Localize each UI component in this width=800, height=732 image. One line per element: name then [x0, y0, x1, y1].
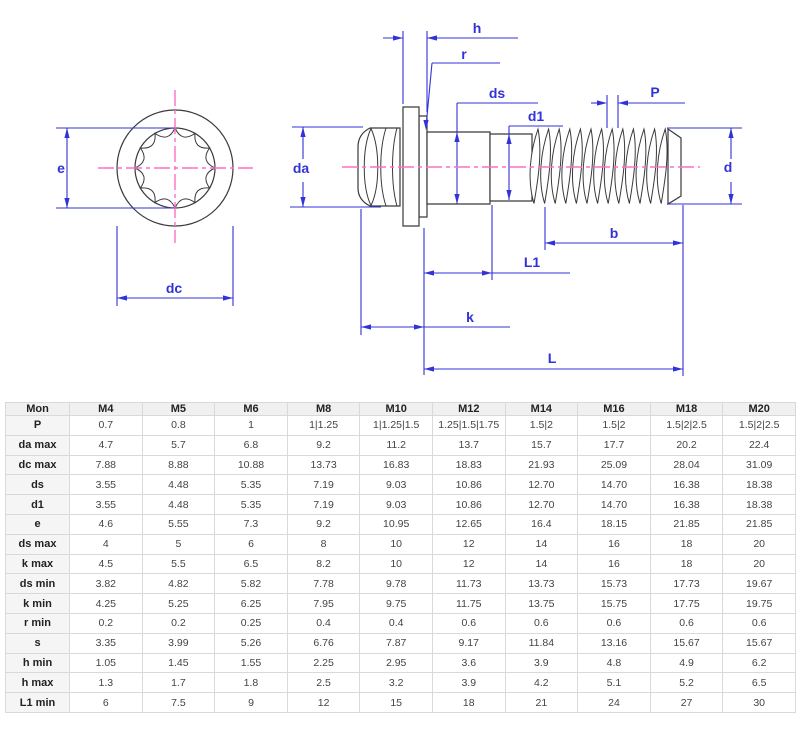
table-cell: 20: [723, 554, 796, 574]
table-row: [6, 475, 796, 495]
table-cell: 19.67: [723, 574, 796, 594]
table-cell: 6.5: [723, 673, 796, 693]
table-cell: 18.38: [723, 475, 796, 495]
thread-profile: [530, 129, 667, 204]
table-cell: 1: [215, 416, 288, 436]
table-cell: 16.83: [360, 455, 433, 475]
table-column-header: M16: [578, 403, 651, 416]
table-row-label: L1 min: [6, 693, 70, 713]
table-row: [6, 514, 796, 534]
table-cell: 30: [723, 693, 796, 713]
table-cell: 0.6: [432, 613, 505, 633]
table-cell: 10: [360, 534, 433, 554]
table-cell: 3.82: [70, 574, 143, 594]
table-cell: 19.75: [723, 594, 796, 614]
table-column-header: M18: [650, 403, 723, 416]
table-row-label: P: [6, 416, 70, 436]
table-cell: 16.38: [650, 475, 723, 495]
table-row: [6, 574, 796, 594]
table-cell: 0.2: [70, 613, 143, 633]
table-cell: 9: [215, 693, 288, 713]
table-cell: 0.6: [578, 613, 651, 633]
dim-label-dc: dc: [165, 280, 183, 296]
dim-label-d1: d1: [527, 108, 545, 124]
table-cell: 12: [432, 534, 505, 554]
table-row: [6, 416, 796, 436]
table-row-label: k max: [6, 554, 70, 574]
table-cell: 15: [360, 693, 433, 713]
table-column-header: M14: [505, 403, 578, 416]
table-cell: 0.6: [723, 613, 796, 633]
table-row: [6, 435, 796, 455]
table-header-row: [6, 403, 796, 416]
table-cell: 18.83: [432, 455, 505, 475]
table-row: [6, 633, 796, 653]
table-cell: 4.5: [70, 554, 143, 574]
table-cell: 4.6: [70, 514, 143, 534]
table-cell: 1.5|2: [578, 416, 651, 436]
dim-label-b: b: [609, 225, 619, 241]
table-cell: 1.5|2|2.5: [650, 416, 723, 436]
table-column-header: M10: [360, 403, 433, 416]
table-cell: 1|1.25|1.5: [360, 416, 433, 436]
table-cell: 2.25: [287, 653, 360, 673]
table-cell: 9.2: [287, 435, 360, 455]
table-cell: 13.75: [505, 594, 578, 614]
table-cell: 1.3: [70, 673, 143, 693]
dim-label-r: r: [461, 46, 467, 62]
table-cell: 16: [578, 554, 651, 574]
table-cell: 9.17: [432, 633, 505, 653]
table-cell: 1.05: [70, 653, 143, 673]
table-column-header: M20: [723, 403, 796, 416]
table-row: [6, 653, 796, 673]
table-cell: 1.25|1.5|1.75: [432, 416, 505, 436]
table-cell: 4.2: [505, 673, 578, 693]
table-row-label: da max: [6, 435, 70, 455]
table-cell: 0.8: [142, 416, 215, 436]
table-cell: 7.95: [287, 594, 360, 614]
table-cell: 12: [287, 693, 360, 713]
table-cell: 1.5|2: [505, 416, 578, 436]
table-row-label: ds: [6, 475, 70, 495]
table-cell: 9.75: [360, 594, 433, 614]
table-cell: 14: [505, 534, 578, 554]
table-cell: 7.19: [287, 495, 360, 515]
table-cell: 10.86: [432, 475, 505, 495]
table-cell: 13.16: [578, 633, 651, 653]
table-cell: 10.88: [215, 455, 288, 475]
table-cell: 5.25: [142, 594, 215, 614]
table-cell: 7.19: [287, 475, 360, 495]
table-cell: 12.65: [432, 514, 505, 534]
table-cell: 21.93: [505, 455, 578, 475]
table-cell: 18: [432, 693, 505, 713]
table-cell: 6.2: [723, 653, 796, 673]
table-cell: 28.04: [650, 455, 723, 475]
table-row: [6, 673, 796, 693]
table-cell: 8: [287, 534, 360, 554]
table-cell: 4.25: [70, 594, 143, 614]
table-row: [6, 534, 796, 554]
table-row-label: d1: [6, 495, 70, 515]
table-cell: 6.5: [215, 554, 288, 574]
table-cell: 13.73: [287, 455, 360, 475]
table-cell: 18: [650, 534, 723, 554]
table-column-header: M5: [142, 403, 215, 416]
table-cell: 1|1.25: [287, 416, 360, 436]
table-cell: 5: [142, 534, 215, 554]
table-row: [6, 594, 796, 614]
table-cell: 15.73: [578, 574, 651, 594]
table-row-label: e: [6, 514, 70, 534]
table-cell: 5.35: [215, 495, 288, 515]
table-cell: 15.7: [505, 435, 578, 455]
dim-label-l1: L1: [523, 254, 541, 270]
table-cell: 9.03: [360, 475, 433, 495]
table-cell: 17.7: [578, 435, 651, 455]
table-cell: 7.5: [142, 693, 215, 713]
table-cell: 0.25: [215, 613, 288, 633]
table-cell: 3.55: [70, 495, 143, 515]
table-cell: 3.9: [432, 673, 505, 693]
table-cell: 31.09: [723, 455, 796, 475]
table-cell: 12: [432, 554, 505, 574]
table-cell: 0.7: [70, 416, 143, 436]
dim-label-l: L: [547, 350, 557, 366]
table-cell: 3.99: [142, 633, 215, 653]
table-row: [6, 455, 796, 475]
shank: [427, 132, 490, 204]
table-row-label: h max: [6, 673, 70, 693]
table-cell: 14.70: [578, 475, 651, 495]
table-cell: 5.1: [578, 673, 651, 693]
table-cell: 1.7: [142, 673, 215, 693]
table-cell: 3.2: [360, 673, 433, 693]
table-cell: 6.25: [215, 594, 288, 614]
table-cell: 4.48: [142, 495, 215, 515]
table-cell: 10.95: [360, 514, 433, 534]
table-cell: 5.55: [142, 514, 215, 534]
table-cell: 5.26: [215, 633, 288, 653]
table-cell: 1.8: [215, 673, 288, 693]
table-cell: 12.70: [505, 495, 578, 515]
table-cell: 13.73: [505, 574, 578, 594]
table-cell: 6: [70, 693, 143, 713]
table-cell: 20.2: [650, 435, 723, 455]
table-cell: 1.45: [142, 653, 215, 673]
table-cell: 2.95: [360, 653, 433, 673]
table-row-label: ds max: [6, 534, 70, 554]
table-cell: 22.4: [723, 435, 796, 455]
table-cell: 15.67: [723, 633, 796, 653]
table-row-label: k min: [6, 594, 70, 614]
table-corner-header: Mon: [6, 403, 70, 416]
table-cell: 21.85: [723, 514, 796, 534]
table-cell: 7.88: [70, 455, 143, 475]
table-cell: 27: [650, 693, 723, 713]
table-row-label: h min: [6, 653, 70, 673]
table-row: [6, 613, 796, 633]
table-cell: 3.9: [505, 653, 578, 673]
table-cell: 2.5: [287, 673, 360, 693]
table-cell: 16.4: [505, 514, 578, 534]
table-cell: 0.4: [287, 613, 360, 633]
table-row-label: dc max: [6, 455, 70, 475]
table-cell: 6.76: [287, 633, 360, 653]
table-column-header: M6: [215, 403, 288, 416]
table-row: [6, 495, 796, 515]
table-cell: 0.4: [360, 613, 433, 633]
table-cell: 5.35: [215, 475, 288, 495]
table-cell: 17.75: [650, 594, 723, 614]
table-cell: 11.73: [432, 574, 505, 594]
table-cell: 1.5|2|2.5: [723, 416, 796, 436]
table-cell: 4.9: [650, 653, 723, 673]
table-cell: 25.09: [578, 455, 651, 475]
table-cell: 9.78: [360, 574, 433, 594]
table-cell: 13.7: [432, 435, 505, 455]
table-cell: 8.88: [142, 455, 215, 475]
table-cell: 11.75: [432, 594, 505, 614]
table-cell: 18.15: [578, 514, 651, 534]
table-cell: 24: [578, 693, 651, 713]
table-cell: 0.6: [505, 613, 578, 633]
table-cell: 17.73: [650, 574, 723, 594]
table-cell: 3.55: [70, 475, 143, 495]
spec-table-section: [5, 402, 796, 713]
table-cell: 7.87: [360, 633, 433, 653]
table-cell: 4.8: [578, 653, 651, 673]
dim-label-d: d: [723, 159, 733, 175]
table-cell: 20: [723, 534, 796, 554]
table-cell: 10: [360, 554, 433, 574]
table-cell: 5.2: [650, 673, 723, 693]
table-cell: 9.03: [360, 495, 433, 515]
table-cell: 12.70: [505, 475, 578, 495]
dim-label-e: e: [57, 160, 65, 176]
table-cell: 4.48: [142, 475, 215, 495]
table-cell: 4: [70, 534, 143, 554]
table-row-label: ds min: [6, 574, 70, 594]
table-cell: 21: [505, 693, 578, 713]
table-cell: 21.85: [650, 514, 723, 534]
dim-label-k: k: [466, 309, 474, 325]
table-row-label: r min: [6, 613, 70, 633]
table-cell: 11.84: [505, 633, 578, 653]
dim-label-p: P: [650, 84, 660, 100]
table-cell: 7.3: [215, 514, 288, 534]
table-cell: 6.8: [215, 435, 288, 455]
table-cell: 4.82: [142, 574, 215, 594]
table-row-label: s: [6, 633, 70, 653]
table-cell: 9.2: [287, 514, 360, 534]
table-column-header: M4: [70, 403, 143, 416]
table-cell: 5.7: [142, 435, 215, 455]
dim-label-da: da: [292, 160, 310, 176]
table-cell: 5.5: [142, 554, 215, 574]
table-cell: 5.82: [215, 574, 288, 594]
table-cell: 10.86: [432, 495, 505, 515]
dim-label-ds: ds: [488, 85, 506, 101]
table-cell: 4.7: [70, 435, 143, 455]
table-cell: 11.2: [360, 435, 433, 455]
centerlines: [98, 90, 700, 243]
table-cell: 1.55: [215, 653, 288, 673]
table-cell: 7.78: [287, 574, 360, 594]
table-cell: 0.2: [142, 613, 215, 633]
table-cell: 3.6: [432, 653, 505, 673]
table-cell: 0.6: [650, 613, 723, 633]
table-cell: 3.35: [70, 633, 143, 653]
table-cell: 18: [650, 554, 723, 574]
spec-table: [5, 402, 796, 713]
table-cell: 14: [505, 554, 578, 574]
table-cell: 8.2: [287, 554, 360, 574]
dim-label-h: h: [472, 20, 482, 36]
table-column-header: M8: [287, 403, 360, 416]
table-row: [6, 693, 796, 713]
table-row: [6, 554, 796, 574]
table-cell: 14.70: [578, 495, 651, 515]
table-cell: 16: [578, 534, 651, 554]
table-cell: 18.38: [723, 495, 796, 515]
table-cell: 6: [215, 534, 288, 554]
table-cell: 15.75: [578, 594, 651, 614]
table-cell: 16.38: [650, 495, 723, 515]
table-column-header: M12: [432, 403, 505, 416]
table-cell: 15.67: [650, 633, 723, 653]
